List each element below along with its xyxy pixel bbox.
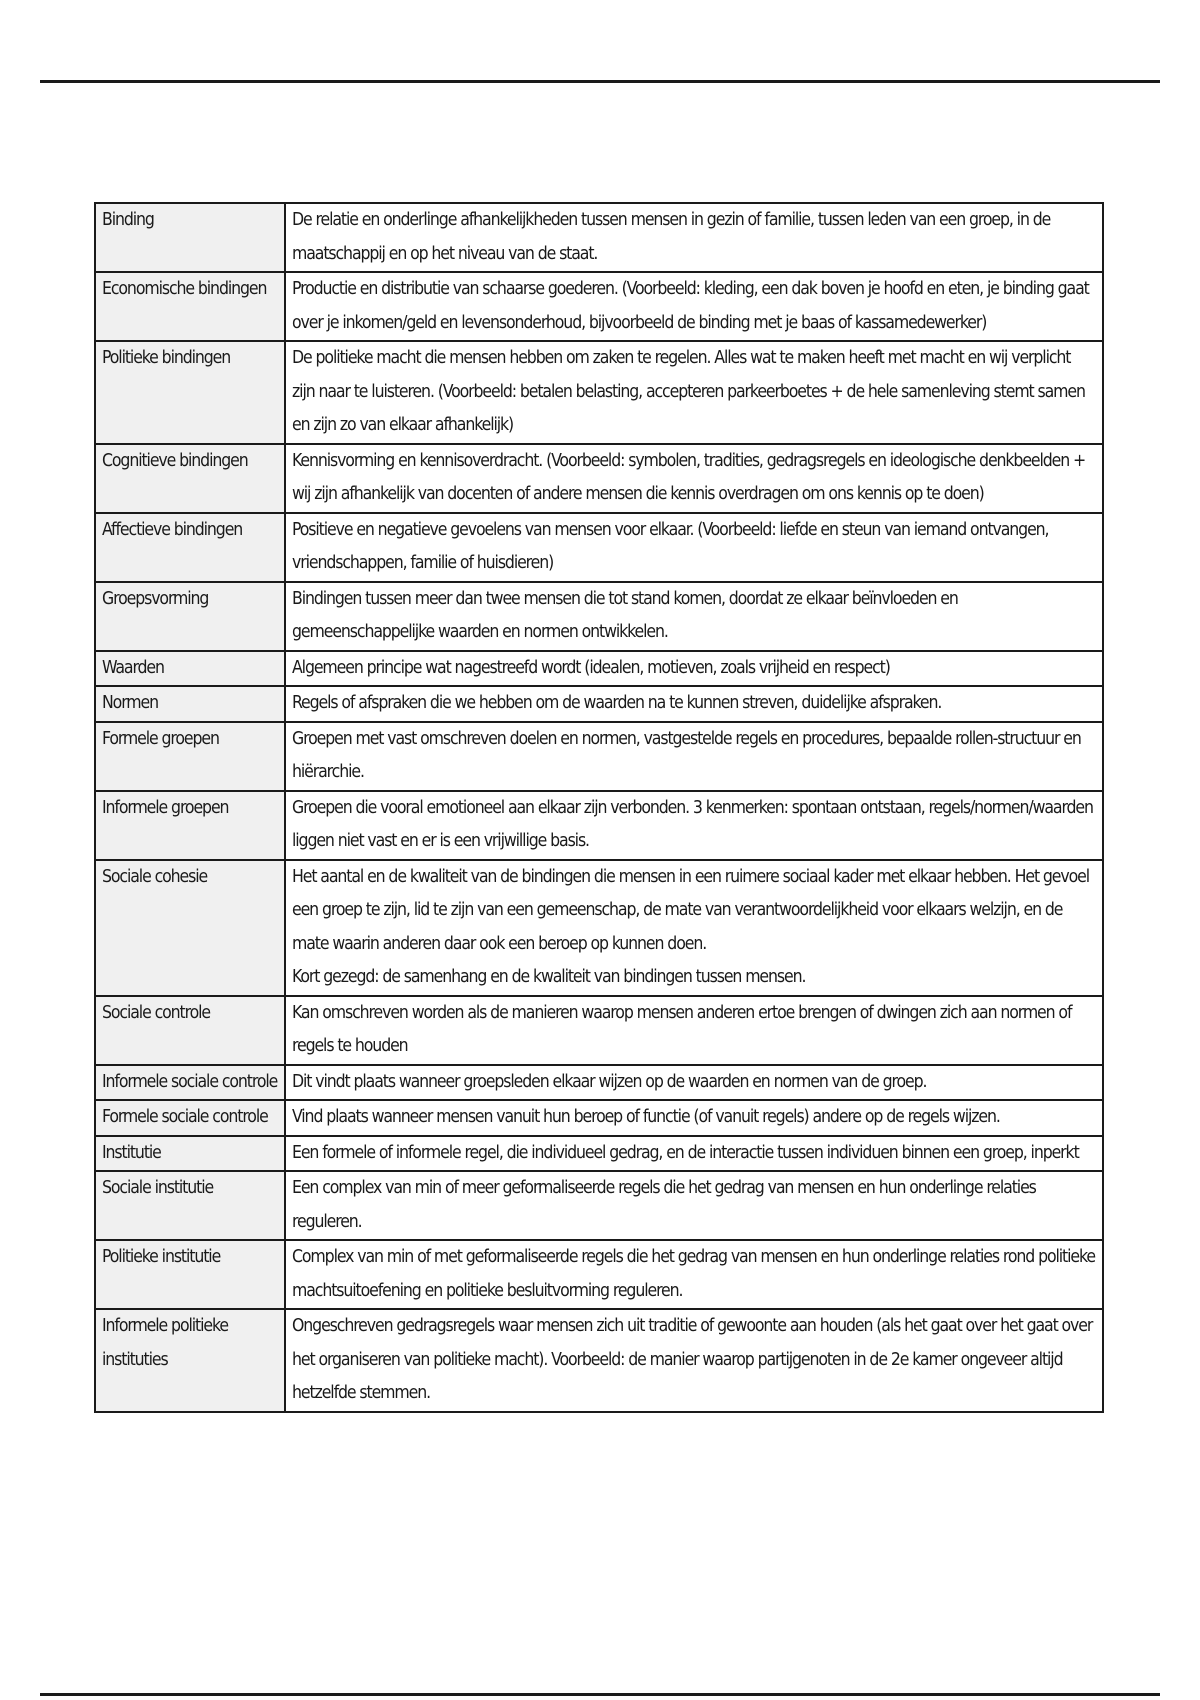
definition-cell: Een formele of informele regel, die individueel gedrag, en de interactie tussen individuen binnen een groep, inperkt <box>285 1136 1103 1172</box>
bottom-rule <box>40 1693 1160 1696</box>
definition-cell: Algemeen principe wat nagestreefd wordt (idealen, motieven, zoals vrijheid en respect) <box>285 651 1103 687</box>
table-row <box>95 686 1103 722</box>
table-row <box>95 996 1103 1065</box>
term-cell: Binding <box>95 203 285 272</box>
term-cell: Formele sociale controle <box>95 1100 285 1136</box>
table-row <box>95 722 1103 791</box>
term-cell: Institutie <box>95 1136 285 1172</box>
table-row <box>95 1065 1103 1101</box>
term-cell: Politieke bindingen <box>95 341 285 444</box>
definition-cell: Vind plaats wanneer mensen vanuit hun beroep of functie (of vanuit regels) andere op de regels wijzen. <box>285 1100 1103 1136</box>
term-cell: Sociale institutie <box>95 1171 285 1240</box>
table-row <box>95 1171 1103 1240</box>
definition-cell: Een complex van min of meer geformaliseerde regels die het gedrag van mensen en hun onderlinge relaties reguleren. <box>285 1171 1103 1240</box>
table-row <box>95 1240 1103 1309</box>
definition-cell: Groepen met vast omschreven doelen en normen, vastgestelde regels en procedures, bepaalde rollen-structuur en hiërarchie. <box>285 722 1103 791</box>
table-row <box>95 341 1103 444</box>
term-cell: Groepsvorming <box>95 582 285 651</box>
table-row <box>95 203 1103 272</box>
definition-cell: Productie en distributie van schaarse goederen. (Voorbeeld: kleding, een dak boven je hoofd en eten, je binding gaat over je inkomen/geld en levensonderhoud, bijvoorbeeld de binding met je baas of kassamedewerker) <box>285 272 1103 341</box>
definition-cell: Complex van min of met geformaliseerde regels die het gedrag van mensen en hun onderlinge relaties rond politieke machtsuitoefening en politieke besluitvorming reguleren. <box>285 1240 1103 1309</box>
definition-cell: Kan omschreven worden als de manieren waarop mensen anderen ertoe brengen of dwingen zich aan normen of regels te houden <box>285 996 1103 1065</box>
table-row <box>95 272 1103 341</box>
table-row <box>95 1309 1103 1412</box>
table-row <box>95 1100 1103 1136</box>
term-cell: Sociale controle <box>95 996 285 1065</box>
table-row <box>95 791 1103 860</box>
glossary-table <box>94 202 1104 1413</box>
term-cell: Cognitieve bindingen <box>95 444 285 513</box>
definition-cell: De relatie en onderlinge afhankelijkheden tussen mensen in gezin of familie, tussen leden van een groep, in de maatschappij en op het niveau van de staat. <box>285 203 1103 272</box>
definition-cell: Dit vindt plaats wanneer groepsleden elkaar wijzen op de waarden en normen van de groep. <box>285 1065 1103 1101</box>
definition-cell: De politieke macht die mensen hebben om zaken te regelen. Alles wat te maken heeft met macht en wij verplicht zijn naar te luisteren. (Voorbeeld: betalen belasting, accepteren parkeerboetes + de hele samenleving stemt samen en zijn zo van elkaar afhankelijk) <box>285 341 1103 444</box>
table-row <box>95 1136 1103 1172</box>
term-cell: Informele groepen <box>95 791 285 860</box>
term-cell: Politieke institutie <box>95 1240 285 1309</box>
definition-cell: Groepen die vooral emotioneel aan elkaar zijn verbonden. 3 kenmerken: spontaan ontstaan, regels/normen/waarden liggen niet vast en er is een vrijwillige basis. <box>285 791 1103 860</box>
term-cell: Normen <box>95 686 285 722</box>
table-row <box>95 860 1103 996</box>
term-cell: Informele politieke instituties <box>95 1309 285 1412</box>
table-row <box>95 651 1103 687</box>
definition-cell: Ongeschreven gedragsregels waar mensen zich uit traditie of gewoonte aan houden (als het gaat over het gaat over het organiseren van politieke macht). Voorbeeld: de manier waarop partijgenoten in de 2e kamer ongeveer altijd hetzelfde stemmen. <box>285 1309 1103 1412</box>
definition-cell: Positieve en negatieve gevoelens van mensen voor elkaar. (Voorbeeld: liefde en steun van iemand ontvangen, vriendschappen, familie of huisdieren) <box>285 513 1103 582</box>
term-cell: Economische bindingen <box>95 272 285 341</box>
term-cell: Informele sociale controle <box>95 1065 285 1101</box>
definition-cell: Het aantal en de kwaliteit van de bindingen die mensen in een ruimere sociaal kader met elkaar hebben. Het gevoel een groep te zijn, lid te zijn van een gemeenschap, de mate van verantwoordelijkheid voor elkaars welzijn, en de mate waarin anderen daar ook een beroep op kunnen doen. Kort gezegd: de samenhang en de kwaliteit van bindingen tussen mensen. <box>285 860 1103 996</box>
definition-cell: Kennisvorming en kennisoverdracht. (Voorbeeld: symbolen, tradities, gedragsregels en ideologische denkbeelden + wij zijn afhankelijk van docenten of andere mensen die kennis overdragen om ons kennis op te doen) <box>285 444 1103 513</box>
table-row <box>95 444 1103 513</box>
table-row <box>95 582 1103 651</box>
table-row <box>95 513 1103 582</box>
term-cell: Waarden <box>95 651 285 687</box>
definition-cell: Regels of afspraken die we hebben om de waarden na te kunnen streven, duidelijke afspraken. <box>285 686 1103 722</box>
term-cell: Formele groepen <box>95 722 285 791</box>
top-rule <box>40 80 1160 83</box>
term-cell: Sociale cohesie <box>95 860 285 996</box>
definition-cell: Bindingen tussen meer dan twee mensen die tot stand komen, doordat ze elkaar beïnvloeden en gemeenschappelijke waarden en normen ontwikkelen. <box>285 582 1103 651</box>
term-cell: Affectieve bindingen <box>95 513 285 582</box>
